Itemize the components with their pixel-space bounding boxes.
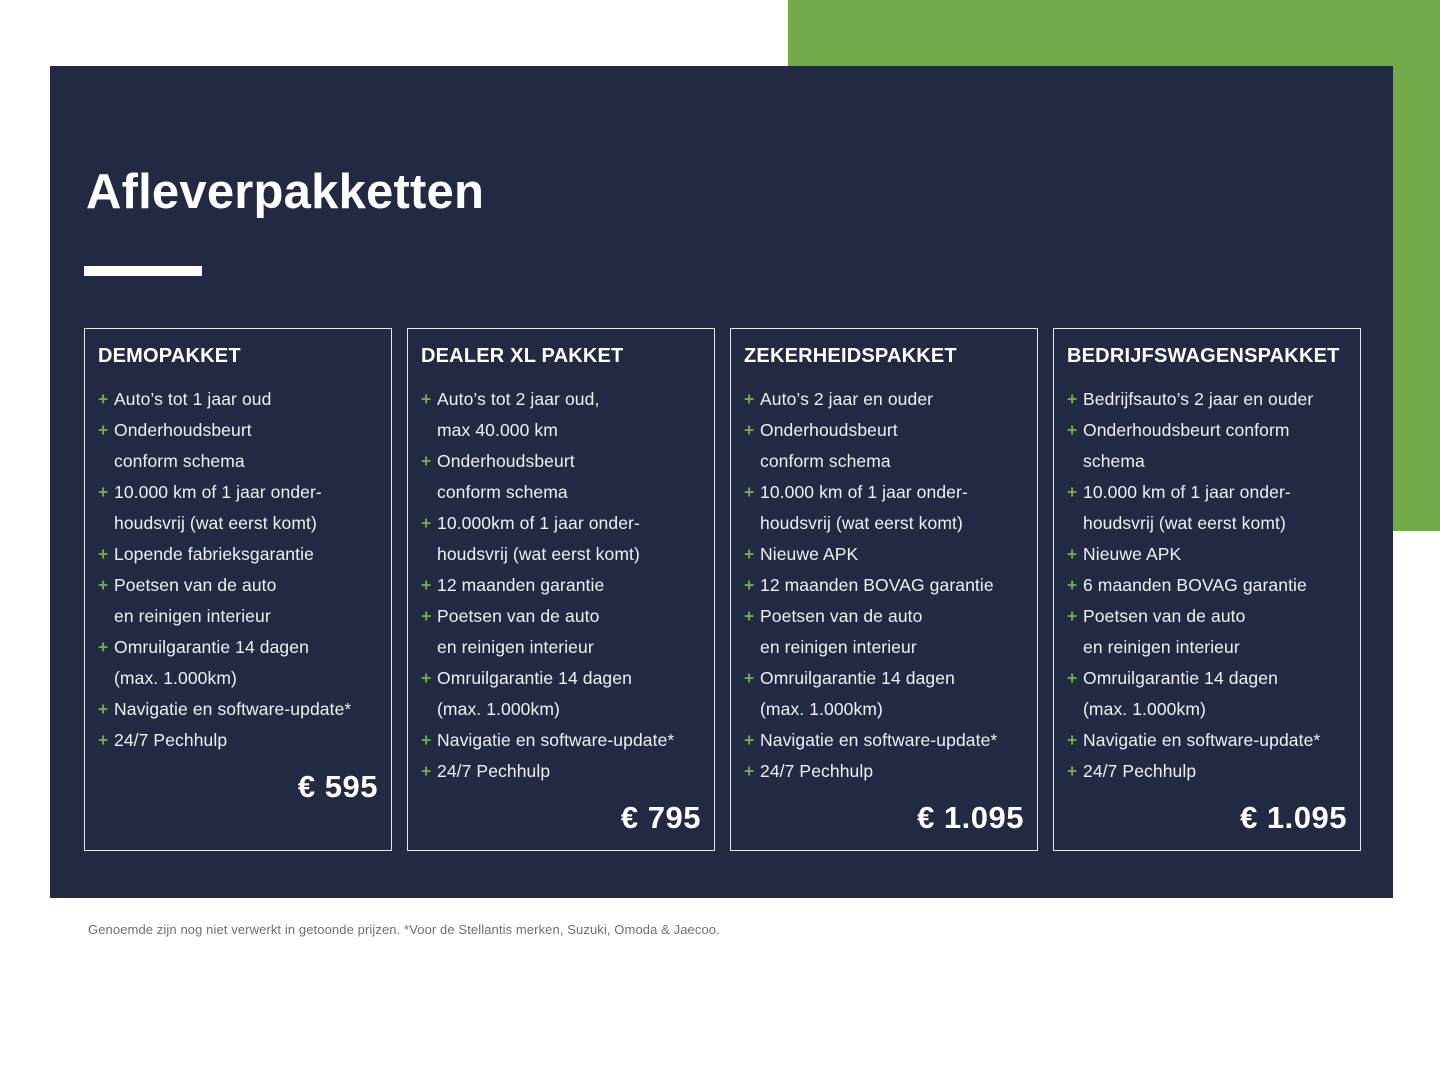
feature-text: Nieuwe APK bbox=[1083, 544, 1182, 564]
feature-text: conform schema bbox=[760, 451, 891, 471]
feature-line bbox=[1067, 725, 1347, 756]
plus-spacer bbox=[1067, 508, 1083, 539]
feature-text: 24/7 Pechhulp bbox=[437, 761, 551, 781]
plus-icon: + bbox=[744, 761, 755, 781]
feature-line bbox=[1067, 570, 1347, 601]
feature-text: schema bbox=[1083, 451, 1145, 471]
feature-text: 12 maanden BOVAG garantie bbox=[760, 575, 994, 595]
plus-spacer bbox=[98, 601, 114, 632]
package-card bbox=[730, 328, 1038, 851]
feature-list bbox=[744, 384, 1024, 787]
feature-text: Omruilgarantie 14 dagen bbox=[1083, 668, 1278, 688]
feature-text: en reinigen interieur bbox=[437, 637, 594, 657]
plus-icon: + bbox=[1067, 668, 1078, 688]
plus-spacer bbox=[1067, 632, 1083, 663]
feature-text: Navigatie en software-update* bbox=[114, 699, 352, 719]
feature-line bbox=[1067, 756, 1347, 787]
plus-icon: + bbox=[421, 761, 432, 781]
plus-spacer bbox=[744, 694, 760, 725]
plus-icon: + bbox=[421, 575, 432, 595]
package-title: DEALER XL PAKKET bbox=[421, 345, 624, 367]
feature-line bbox=[98, 446, 378, 477]
feature-text: Navigatie en software-update* bbox=[760, 730, 998, 750]
feature-line bbox=[744, 508, 1024, 539]
plus-spacer bbox=[744, 508, 760, 539]
feature-line bbox=[98, 477, 378, 508]
package-price: € 595 bbox=[297, 769, 378, 804]
feature-line bbox=[98, 694, 378, 725]
plus-icon: + bbox=[421, 451, 432, 471]
feature-line bbox=[744, 384, 1024, 415]
plus-spacer bbox=[421, 477, 437, 508]
feature-text: 24/7 Pechhulp bbox=[760, 761, 874, 781]
feature-text: Nieuwe APK bbox=[760, 544, 859, 564]
feature-line bbox=[744, 601, 1024, 632]
plus-icon: + bbox=[1067, 730, 1078, 750]
plus-icon: + bbox=[744, 668, 755, 688]
plus-spacer bbox=[421, 539, 437, 570]
feature-text: (max. 1.000km) bbox=[1083, 699, 1206, 719]
feature-text: 10.000 km of 1 jaar onder- bbox=[760, 482, 968, 502]
feature-text: 10.000km of 1 jaar onder- bbox=[437, 513, 640, 533]
plus-spacer bbox=[421, 694, 437, 725]
plus-icon: + bbox=[98, 637, 109, 657]
feature-line bbox=[421, 415, 701, 446]
feature-text: (max. 1.000km) bbox=[760, 699, 883, 719]
feature-line bbox=[744, 477, 1024, 508]
feature-line bbox=[1067, 508, 1347, 539]
feature-list bbox=[98, 384, 378, 756]
feature-line bbox=[744, 539, 1024, 570]
package-title: BEDRIJFSWAGENSPAKKET bbox=[1067, 345, 1340, 367]
feature-text: Auto’s tot 1 jaar oud bbox=[114, 389, 272, 409]
feature-line bbox=[421, 539, 701, 570]
feature-line bbox=[1067, 446, 1347, 477]
feature-text: Auto’s tot 2 jaar oud, bbox=[437, 389, 600, 409]
package-cards bbox=[84, 328, 1361, 851]
feature-text: 12 maanden garantie bbox=[437, 575, 605, 595]
feature-text: conform schema bbox=[114, 451, 245, 471]
feature-text: Poetsen van de auto bbox=[760, 606, 923, 626]
feature-text: 10.000 km of 1 jaar onder- bbox=[1083, 482, 1291, 502]
plus-icon: + bbox=[98, 420, 109, 440]
plus-icon: + bbox=[744, 730, 755, 750]
plus-icon: + bbox=[421, 730, 432, 750]
package-price: € 1.095 bbox=[1240, 800, 1347, 835]
plus-spacer bbox=[98, 446, 114, 477]
feature-line bbox=[744, 756, 1024, 787]
feature-line bbox=[98, 384, 378, 415]
package-title: ZEKERHEIDSPAKKET bbox=[744, 345, 957, 367]
plus-icon: + bbox=[744, 420, 755, 440]
feature-line bbox=[744, 694, 1024, 725]
feature-text: Omruilgarantie 14 dagen bbox=[437, 668, 632, 688]
plus-icon: + bbox=[1067, 420, 1078, 440]
feature-text: en reinigen interieur bbox=[760, 637, 917, 657]
feature-text: max 40.000 km bbox=[437, 420, 558, 440]
feature-text: Navigatie en software-update* bbox=[437, 730, 675, 750]
plus-icon: + bbox=[1067, 761, 1078, 781]
feature-text: Navigatie en software-update* bbox=[1083, 730, 1321, 750]
feature-text: houdsvrij (wat eerst komt) bbox=[760, 513, 963, 533]
feature-text: Onderhoudsbeurt conform bbox=[1083, 420, 1290, 440]
plus-spacer bbox=[744, 446, 760, 477]
feature-text: (max. 1.000km) bbox=[114, 668, 237, 688]
feature-line bbox=[421, 508, 701, 539]
footnote: Genoemde zijn nog niet verwerkt in getoonde prijzen. *Voor de Stellantis merken, Suzuki, Omoda & Jaecoo. bbox=[88, 922, 720, 937]
feature-line bbox=[98, 570, 378, 601]
package-price: € 795 bbox=[620, 800, 701, 835]
feature-text: 6 maanden BOVAG garantie bbox=[1083, 575, 1307, 595]
plus-icon: + bbox=[421, 668, 432, 688]
feature-list bbox=[421, 384, 701, 787]
plus-spacer bbox=[98, 508, 114, 539]
feature-text: 24/7 Pechhulp bbox=[1083, 761, 1197, 781]
feature-line bbox=[744, 663, 1024, 694]
plus-icon: + bbox=[1067, 575, 1078, 595]
feature-line bbox=[1067, 477, 1347, 508]
package-card bbox=[407, 328, 715, 851]
plus-icon: + bbox=[421, 513, 432, 533]
plus-icon: + bbox=[1067, 544, 1078, 564]
feature-text: conform schema bbox=[437, 482, 568, 502]
plus-spacer bbox=[98, 663, 114, 694]
feature-line bbox=[744, 632, 1024, 663]
package-card bbox=[84, 328, 392, 851]
plus-icon: + bbox=[744, 482, 755, 502]
feature-text: Omruilgarantie 14 dagen bbox=[114, 637, 309, 657]
feature-line bbox=[421, 601, 701, 632]
plus-icon: + bbox=[1067, 389, 1078, 409]
feature-line bbox=[1067, 384, 1347, 415]
feature-line bbox=[744, 415, 1024, 446]
feature-line bbox=[744, 570, 1024, 601]
feature-line bbox=[421, 384, 701, 415]
feature-text: en reinigen interieur bbox=[1083, 637, 1240, 657]
plus-icon: + bbox=[98, 389, 109, 409]
package-price: € 1.095 bbox=[917, 800, 1024, 835]
feature-line bbox=[1067, 632, 1347, 663]
plus-icon: + bbox=[744, 575, 755, 595]
plus-spacer bbox=[1067, 446, 1083, 477]
feature-line bbox=[98, 415, 378, 446]
feature-text: Lopende fabrieksgarantie bbox=[114, 544, 314, 564]
plus-icon: + bbox=[744, 544, 755, 564]
feature-text: Bedrijfsauto’s 2 jaar en ouder bbox=[1083, 389, 1314, 409]
plus-icon: + bbox=[98, 699, 109, 719]
feature-line bbox=[421, 446, 701, 477]
feature-line bbox=[1067, 601, 1347, 632]
package-title: DEMOPAKKET bbox=[98, 345, 241, 367]
plus-icon: + bbox=[421, 389, 432, 409]
feature-text: 24/7 Pechhulp bbox=[114, 730, 228, 750]
page-title: Afleverpakketten bbox=[86, 165, 485, 219]
plus-icon: + bbox=[98, 482, 109, 502]
feature-line bbox=[421, 632, 701, 663]
feature-line bbox=[98, 725, 378, 756]
plus-spacer bbox=[1067, 694, 1083, 725]
feature-line bbox=[744, 446, 1024, 477]
feature-text: Poetsen van de auto bbox=[114, 575, 277, 595]
feature-line bbox=[744, 725, 1024, 756]
plus-icon: + bbox=[744, 606, 755, 626]
feature-line bbox=[421, 570, 701, 601]
feature-line bbox=[1067, 663, 1347, 694]
plus-icon: + bbox=[1067, 606, 1078, 626]
feature-line bbox=[421, 663, 701, 694]
feature-text: houdsvrij (wat eerst komt) bbox=[437, 544, 640, 564]
feature-line bbox=[98, 632, 378, 663]
package-card bbox=[1053, 328, 1361, 851]
feature-text: 10.000 km of 1 jaar onder- bbox=[114, 482, 322, 502]
feature-line bbox=[421, 725, 701, 756]
feature-text: houdsvrij (wat eerst komt) bbox=[114, 513, 317, 533]
feature-line bbox=[421, 694, 701, 725]
content-panel bbox=[50, 66, 1393, 898]
plus-spacer bbox=[421, 415, 437, 446]
feature-line bbox=[98, 663, 378, 694]
feature-line bbox=[421, 756, 701, 787]
plus-spacer bbox=[744, 632, 760, 663]
feature-line bbox=[98, 601, 378, 632]
plus-icon: + bbox=[1067, 482, 1078, 502]
feature-line bbox=[1067, 539, 1347, 570]
plus-spacer bbox=[421, 632, 437, 663]
feature-text: Auto’s 2 jaar en ouder bbox=[760, 389, 934, 409]
feature-text: (max. 1.000km) bbox=[437, 699, 560, 719]
feature-text: en reinigen interieur bbox=[114, 606, 271, 626]
feature-line bbox=[421, 477, 701, 508]
feature-text: Onderhoudsbeurt bbox=[114, 420, 252, 440]
feature-text: houdsvrij (wat eerst komt) bbox=[1083, 513, 1286, 533]
feature-text: Onderhoudsbeurt bbox=[437, 451, 575, 471]
plus-icon: + bbox=[744, 389, 755, 409]
plus-icon: + bbox=[98, 730, 109, 750]
plus-icon: + bbox=[421, 606, 432, 626]
feature-line bbox=[98, 539, 378, 570]
feature-text: Poetsen van de auto bbox=[1083, 606, 1246, 626]
feature-text: Poetsen van de auto bbox=[437, 606, 600, 626]
feature-list bbox=[1067, 384, 1347, 787]
plus-icon: + bbox=[98, 544, 109, 564]
feature-line bbox=[1067, 415, 1347, 446]
title-underline bbox=[84, 266, 202, 276]
feature-line bbox=[1067, 694, 1347, 725]
plus-icon: + bbox=[98, 575, 109, 595]
feature-text: Onderhoudsbeurt bbox=[760, 420, 898, 440]
feature-line bbox=[98, 508, 378, 539]
feature-text: Omruilgarantie 14 dagen bbox=[760, 668, 955, 688]
